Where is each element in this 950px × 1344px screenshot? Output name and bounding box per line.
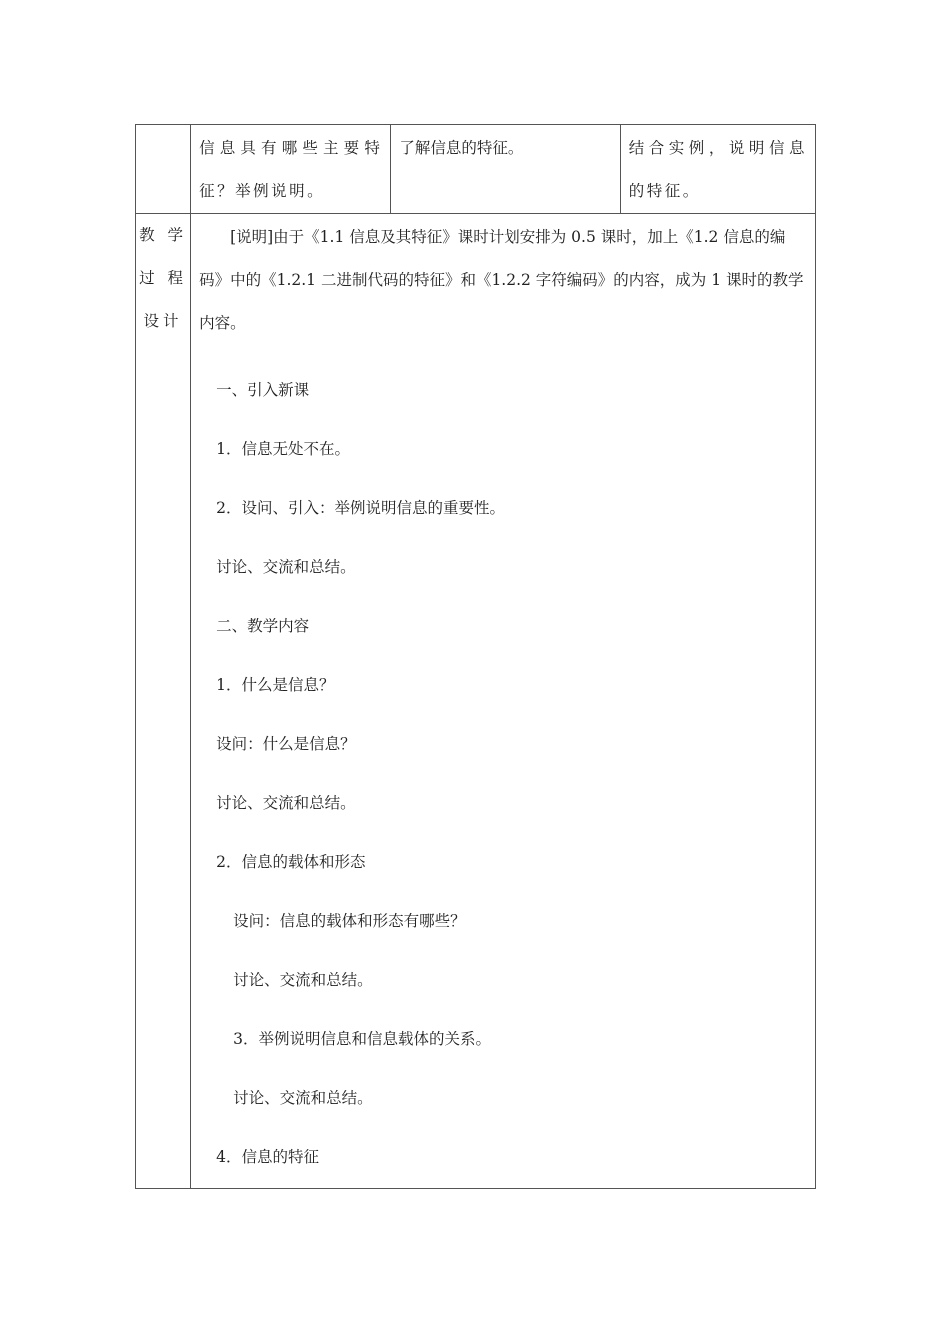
list-item: 4．信息的特征 — [216, 1148, 319, 1166]
list-item: 1．信息无处不在。 — [216, 440, 350, 458]
question-text: 信息具有哪些主要特征？举例说明。 — [199, 139, 383, 200]
list-item: 设问：信息的载体和形态有哪些？ — [233, 912, 466, 930]
table-row — [136, 214, 816, 1189]
list-item: 1．什么是信息？ — [216, 676, 335, 694]
list-item: 讨论、交流和总结。 — [233, 1089, 373, 1107]
table-row — [136, 125, 816, 214]
list-item: 3．举例说明信息和信息载体的关系。 — [233, 1030, 491, 1048]
section-heading: 二、教学内容 — [216, 617, 310, 635]
intro-paragraph: [说明]由于《1.1 信息及其特征》课时计划安排为 0.5 课时，加上《1.2 信息的编码》中的《1.2.1 二进制代码的特征》和《1.2.2 字符编码》的内容，成为 1 课时的教学内容。 — [199, 228, 804, 332]
list-item: 讨论、交流和总结。 — [216, 558, 356, 576]
list-item: 设问：什么是信息？ — [216, 735, 356, 753]
empty-label-cell — [136, 125, 191, 214]
method-cell — [620, 125, 815, 214]
section-label-cell — [136, 214, 191, 1189]
list-item: 2．信息的载体和形态 — [216, 853, 366, 871]
list-item: 2．设问、引入：举例说明信息的重要性。 — [216, 499, 505, 517]
section-label-line: 设计 — [143, 312, 183, 330]
lesson-plan-table — [135, 124, 816, 1189]
section-label-line: 过 程 — [139, 269, 187, 287]
question-cell — [191, 125, 391, 214]
list-item: 讨论、交流和总结。 — [216, 794, 356, 812]
section-label-line: 教 学 — [139, 226, 187, 244]
objective-cell — [391, 125, 620, 214]
list-item: 讨论、交流和总结。 — [233, 971, 373, 989]
method-text: 结合实例，说明信息的特征。 — [628, 139, 807, 200]
objective-text: 了解信息的特征。 — [399, 139, 524, 157]
teaching-process-cell — [191, 214, 816, 1189]
section-heading: 一、引入新课 — [216, 381, 310, 399]
